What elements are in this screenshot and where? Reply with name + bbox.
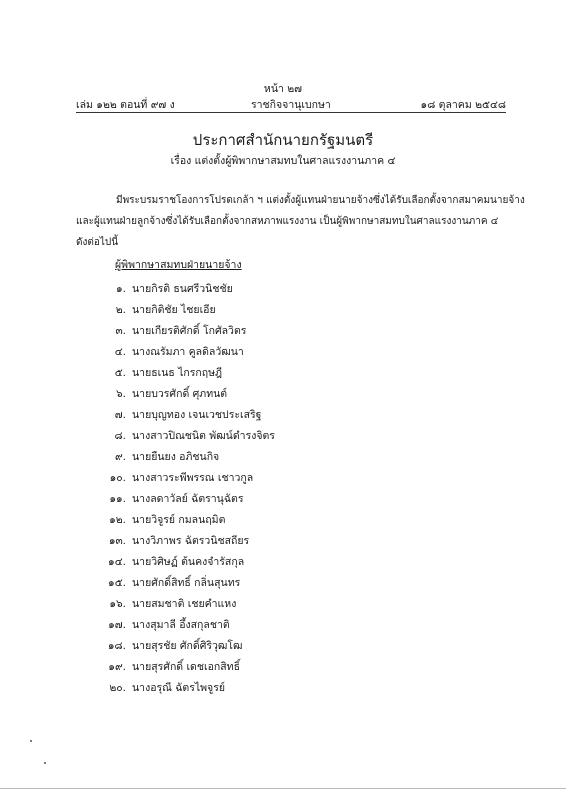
list-item-number: ๔. <box>114 346 126 358</box>
list-item <box>90 468 470 489</box>
publication-name: ราชกิจจานุเบกษา <box>251 99 331 111</box>
list-item-number: ๑๒. <box>109 514 126 526</box>
intro-paragraph <box>76 190 525 253</box>
list-item-name: นางวิภาพร ฉัตรวนิชสถียร <box>132 535 250 547</box>
page-number: หน้า ๒๗ <box>263 83 303 95</box>
list-item-name: นายกิรติ ธนศรีวนิชชัย <box>132 283 233 295</box>
list-item <box>90 531 470 552</box>
list-item-number: ๕. <box>114 367 126 379</box>
list-item-name: นายบวรศักดิ์ ศุภทนต์ <box>132 388 228 400</box>
header-divider <box>76 112 506 113</box>
list-item <box>90 573 470 594</box>
list-item-name: นางลดาวัลย์ ฉัตรานุฉัตร <box>132 493 244 505</box>
list-item <box>90 321 470 342</box>
list-item <box>90 447 470 468</box>
list-item-name: นายสุรศักดิ์ เดชเอกสิทธิ์ <box>132 661 240 673</box>
document-subject: เรื่อง แต่งตั้งผู้พิพากษาสมทบในศาลแรงงานภาค ๔ <box>170 155 396 167</box>
list-item-name: นางอรุณี ฉัตรไพจูรย์ <box>132 682 225 694</box>
list-item <box>90 657 470 678</box>
list-item-name: นายวิศิษฏ์ ต้นคงจำรัสกุล <box>132 556 245 568</box>
list-item <box>90 552 470 573</box>
list-item <box>90 279 470 300</box>
list-item <box>90 615 470 636</box>
list-item-name: นายวิจูรย์ กมลนฤมิต <box>132 514 226 526</box>
judge-list <box>90 279 470 699</box>
intro-line: และผู้แทนฝ่ายลูกจ้างซึ่งได้รับเลือกตั้งจากสหภาพแรงงาน เป็นผู้พิพากษาสมทบในศาลแรงงานภาค ๔ <box>76 216 499 227</box>
list-item <box>90 300 470 321</box>
list-item-name: นายเกียรติศักดิ์ โกศัลวิตร <box>132 325 247 337</box>
scan-speck <box>30 740 32 742</box>
list-item-number: ๑๖. <box>109 598 126 610</box>
list-item-number: ๘. <box>114 430 126 442</box>
list-item-number: ๓. <box>115 325 126 337</box>
list-item <box>90 678 470 699</box>
list-item-name: นางสุมาลี อึ้งสกุลชาติ <box>132 619 230 631</box>
list-item <box>90 489 470 510</box>
list-item-name: นายสมชาติ เชยคำแหง <box>132 598 237 610</box>
volume-issue: เล่ม ๑๒๒ ตอนที่ ๙๗ ง <box>76 99 175 111</box>
list-item-name: นายกิติชัย ไชยเอีย <box>132 304 216 316</box>
list-item-number: ๑๓. <box>108 535 126 547</box>
list-item <box>90 405 470 426</box>
list-item-name: นายศักดิ์สิทธิ์ กลิ่นสุนทร <box>132 577 241 589</box>
list-item <box>90 594 470 615</box>
list-item-number: ๑๐. <box>109 472 126 484</box>
bottom-edge <box>0 788 566 789</box>
list-item-number: ๗. <box>114 409 126 421</box>
list-item-name: นายธเนธ ไกรกฤษฎี <box>132 367 223 379</box>
list-item-name: นางสาวระพีพรรณ เชาวกูล <box>132 472 254 484</box>
list-item <box>90 342 470 363</box>
list-item <box>90 636 470 657</box>
list-item <box>90 363 470 384</box>
list-item-name: นางสาวปิณชนิต พัฒน์ดำรงจิตร <box>132 430 275 442</box>
list-item-number: ๖. <box>115 388 126 400</box>
list-item-number: ๙. <box>114 451 126 463</box>
list-item <box>90 384 470 405</box>
list-item-name: นางณรัมภา คูลดิลวัฒนา <box>132 346 244 358</box>
intro-line: มีพระบรมราชโองการโปรดเกล้า ฯ แต่งตั้งผู้แทนฝ่ายนายจ้างซึ่งได้รับเลือกตั้งจากสมาคมนายจ้าง <box>116 195 525 206</box>
section-heading: ผู้พิพากษาสมทบฝ่ายนายจ้าง <box>115 259 242 271</box>
list-item-number: ๑๕. <box>108 577 126 589</box>
list-item-number: ๑๔. <box>108 556 126 568</box>
list-item-name: นายสุรชัย ศักดิ์ศิริวุฒโฒ <box>132 640 243 652</box>
list-item-number: ๑๑. <box>109 493 126 505</box>
list-item-number: ๑๙. <box>108 661 126 673</box>
list-item <box>90 510 470 531</box>
list-item-number: ๑๘. <box>107 640 126 652</box>
list-item-number: ๑. <box>115 283 126 295</box>
list-item-number: ๑๗. <box>108 619 126 631</box>
document-title: ประกาศสำนักนายกรัฐมนตรี <box>192 131 374 149</box>
list-item <box>90 426 470 447</box>
publication-date: ๑๘ ตุลาคม ๒๕๔๘ <box>420 99 506 111</box>
list-item-number: ๒. <box>115 304 126 316</box>
intro-line: ดังต่อไปนี้ <box>76 237 119 248</box>
list-item-number: ๒๐. <box>109 682 126 694</box>
scan-speck <box>44 762 46 764</box>
list-item-name: นายยืนยง อภิชนกิจ <box>132 451 220 463</box>
list-item-name: นายบุญทอง เจนเวชประเสริฐ <box>132 409 262 421</box>
